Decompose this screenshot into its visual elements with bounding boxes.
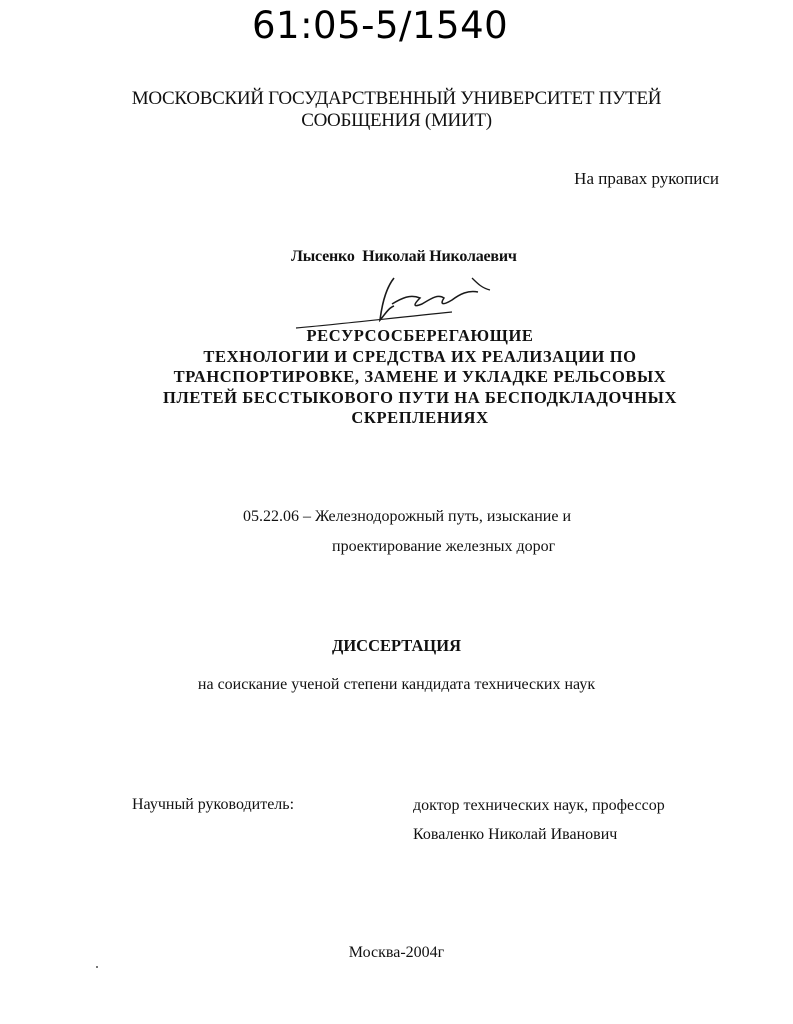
scan-speck	[96, 966, 98, 968]
supervisor-name: Коваленко Николай Иванович	[413, 826, 618, 843]
university-line-1: МОСКОВСКИЙ ГОСУДАРСТВЕННЫЙ УНИВЕРСИТЕТ ПУТЕЙ	[131, 88, 662, 109]
supervisor-title: доктор технических наук, профессор	[413, 797, 665, 814]
catalog-number: 61:05-5/1540	[252, 4, 509, 47]
title-line: РЕСУРСОСБЕРЕГАЮЩИЕ	[306, 326, 534, 345]
title-line: ТРАНСПОРТИРОВКЕ, ЗАМЕНЕ И УКЛАДКЕ РЕЛЬСОВЫХ	[173, 367, 667, 386]
specialty-line-1: 05.22.06 – Железнодорожный путь, изыскание и	[243, 508, 572, 525]
document-type: ДИССЕРТАЦИЯ	[332, 636, 461, 655]
rights-note: На правах рукописи	[574, 169, 719, 188]
author-name: Лысенко Николай Николаевич	[291, 248, 517, 265]
university-name	[0, 88, 793, 132]
specialty-line-2: проектирование железных дорог	[332, 538, 556, 555]
degree-statement: на соискание ученой степени кандидата технических наук	[197, 676, 596, 693]
dissertation-title	[130, 326, 710, 429]
supervisor-label: Научный руководитель:	[132, 796, 295, 813]
handwritten-signature-icon	[282, 268, 522, 330]
title-line: ТЕХНОЛОГИИ И СРЕДСТВА ИХ РЕАЛИЗАЦИИ ПО	[203, 346, 637, 366]
title-line: ПЛЕТЕЙ БЕССТЫКОВОГО ПУТИ НА БЕСПОДКЛАДОЧНЫХ	[163, 387, 677, 407]
city-year: Москва-2004г	[348, 944, 445, 961]
university-line-2: СООБЩЕНИЯ (МИИТ)	[301, 110, 492, 131]
title-line: СКРЕПЛЕНИЯХ	[351, 408, 489, 427]
